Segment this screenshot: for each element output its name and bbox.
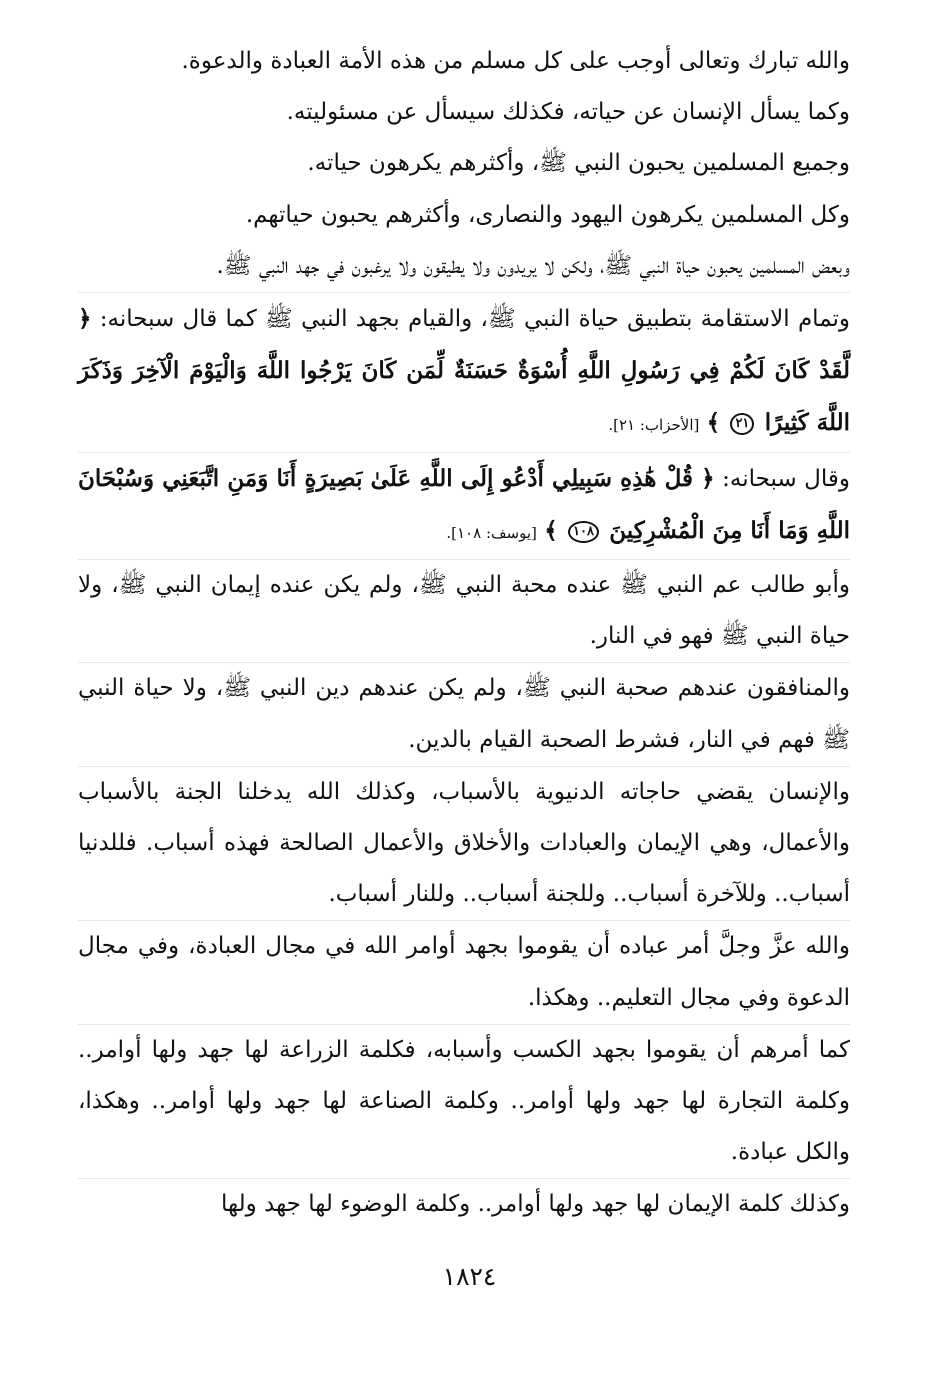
quran-verse: ﴿ قُلْ هَٰذِهِ سَبِيلِي أَدْعُو إِلَى اللَّهِ عَلَىٰ بَصِيرَةٍ أَنَا وَمَنِ اتَّبَعَنِي وَسُبْحَانَ اللَّهِ وَمَا أَنَا مِنَ الْمُشْرِكِينَ	[78, 464, 850, 544]
verse-close-bracket: ﴾	[544, 516, 558, 544]
verse-close-bracket: ﴾	[706, 409, 721, 437]
paragraph: والإنسان يقضي حاجاته الدنيوية بالأسباب، وكذلك الله يدخلنا الجنة بالأسباب والأعمال، وهي الإيمان والعبادات والأخلاق والأعمال الصالحة فهذه أسباب. فللدنيا أسباب.. وللآخرة أسباب.. وللجنة أسباب.. وللنار أسباب.	[78, 766, 850, 921]
paragraph: وكذلك كلمة الإيمان لها جهد ولها أوامر.. وكلمة الوضوء لها جهد ولها	[78, 1178, 850, 1230]
paragraph: والله عزَّ وجلَّ أمر عباده أن يقوموا بجهد أوامر الله في مجال العبادة، وفي مجال الدعوة وفي مجال التعليم.. وهكذا.	[78, 920, 850, 1023]
page-number: ١٨٢٤	[442, 1262, 497, 1291]
verse-reference: [الأحزاب: ٢١].	[608, 416, 700, 435]
quote-intro: وتمام الاستقامة بتطبيق حياة النبي ﷺ، والقيام بجهد النبي ﷺ كما قال سبحانه:	[99, 306, 851, 333]
page-body	[78, 36, 850, 1231]
ayah-number-marker: ٢١	[730, 413, 754, 435]
quran-verse: ﴿ لَّقَدْ كَانَ لَكُمْ فِي رَسُولِ اللَّهِ أُسْوَةٌ حَسَنَةٌ لِّمَن كَانَ يَرْجُوا اللَّهَ وَالْيَوْمَ الْآخِرَ وَذَكَرَ اللَّهَ كَثِيرًا	[78, 305, 850, 437]
quran-quote-yusuf	[78, 452, 850, 559]
quote-intro: وقال سبحانه:	[722, 465, 850, 492]
ayah-number-marker: ١٠٨	[568, 521, 599, 543]
paragraph: وأبو طالب عم النبي ﷺ عنده محبة النبي ﷺ، ولم يكن عنده إيمان النبي ﷺ، ولا حياة النبي ﷺ فهو في النار.	[78, 559, 850, 662]
paragraph: وجميع المسلمين يحبون النبي ﷺ، وأكثرهم يكرهون حياته.	[307, 150, 850, 177]
paragraph: وكما يسأل الإنسان عن حياته، فكذلك سيسأل عن مسئوليته.	[286, 99, 850, 126]
verse-reference: [يوسف: ١٠٨].	[446, 523, 537, 542]
paragraph: كما أمرهم أن يقوموا بجهد الكسب وأسبابه، فكلمة الزراعة لها جهد ولها أوامر.. وكلمة التجارة لها جهد ولها أوامر.. وكلمة الصناعة لها جهد ولها أوامر.. وهكذا، والكل عبادة.	[78, 1024, 850, 1179]
paragraph: وبعض المسلمين يحبون حياة النبي ﷺ، ولكن لا يريدون ولا يطيقون ولا يرغبون في جهد النبي ﷺ.	[216, 252, 850, 279]
paragraph: والمنافقون عندهم صحبة النبي ﷺ، ولم يكن عندهم دين النبي ﷺ، ولا حياة النبي ﷺ فهم في النار، فشرط الصحبة القيام بالدين.	[78, 662, 850, 765]
paragraph: وكل المسلمين يكرهون اليهود والنصارى، وأكثرهم يحبون حياتهم.	[245, 201, 850, 228]
quran-quote-ahzab	[78, 292, 850, 452]
paragraph: والله تبارك وتعالى أوجب على كل مسلم من هذه الأمة العبادة والدعوة.	[181, 48, 850, 74]
